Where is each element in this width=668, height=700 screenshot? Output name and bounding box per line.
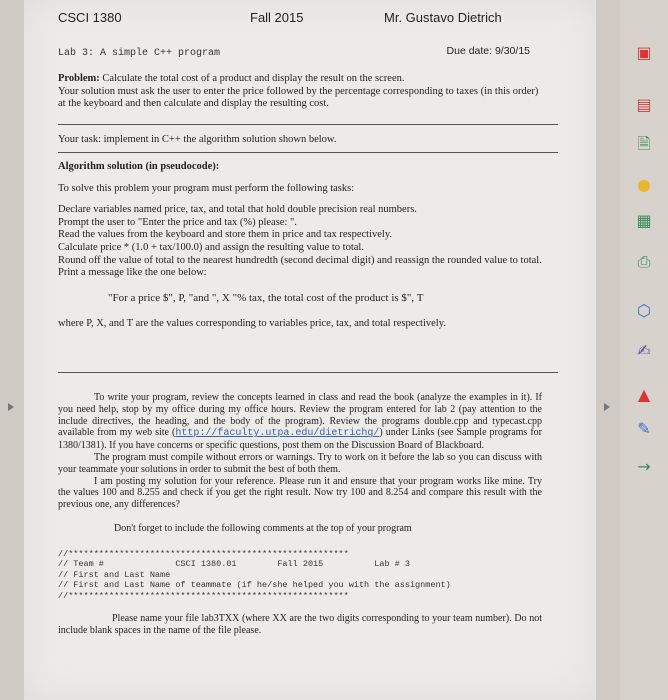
- comments-intro: Don't forget to include the following comments at the top of your program: [114, 522, 412, 534]
- expand-arrow-icon[interactable]: [604, 403, 610, 411]
- shield-icon[interactable]: ⬡: [637, 300, 651, 320]
- problem-line2: Your solution must ask the user to enter the price followed by the percentage corresponding to taxes (in this order) at the keyboard and then calculate and display the resulting cost.: [58, 85, 539, 110]
- due-date: Due date: 9/30/15: [446, 45, 530, 57]
- divider: [58, 372, 558, 373]
- filename-note: Please name your file lab3TXX (where XX are the two digits corresponding to your team number). Do not include blank spaces in the name of the file please.: [58, 613, 542, 637]
- code-line: // Team # CSCI 1380.01 Fall 2015 Lab # 3: [58, 559, 410, 570]
- algorithm-step: Print a message like the one below:: [58, 267, 207, 279]
- code-line: //*******************************************************: [58, 548, 349, 559]
- instructions-p1b: ) under Links (see Sample programs for 1380/1381). If you have concerns or specific questions, post them on the Discussion Board of Blackboard.: [58, 427, 543, 452]
- expand-arrow-icon[interactable]: [8, 403, 14, 411]
- instructions-p3: I am posting my solution for your reference. Please run it and ensure that your program works like mine. Try the values 100 and 8.255 and check if you get the right result. Now try 100 and 8.254 and compare this result with the previous one, any differences?: [58, 475, 542, 511]
- algorithm-step: Calculate price * (1.0 + tax/100.0) and assign the resulting value to total.: [58, 241, 364, 253]
- problem-line1: Calculate the total cost of a product and display the result on the screen.: [102, 73, 405, 84]
- faculty-link[interactable]: http://faculty.utpa.edu/dietrichg/: [175, 428, 380, 440]
- algorithm-intro: To solve this problem your program must perform the following tasks:: [58, 182, 355, 194]
- instructor-label: Mr. Gustavo Dietrich: [384, 10, 502, 25]
- divider: [58, 152, 558, 153]
- code-line: // First and Last Name of teammate (if he/she helped you with the assignment): [58, 580, 451, 591]
- problem-block: [58, 73, 542, 111]
- document-page: [24, 0, 596, 700]
- tool-sidebar: [620, 0, 668, 700]
- document-icon[interactable]: 🗎: [637, 133, 651, 153]
- course-label: CSCI 1380: [58, 10, 122, 25]
- algorithm-step: Prompt the user to "Enter the price and tax (%) please: ".: [58, 216, 297, 228]
- pdf-icon[interactable]: ▲: [637, 384, 651, 404]
- algorithm-block: [58, 161, 542, 331]
- camera-icon[interactable]: ⎙: [637, 252, 651, 271]
- task-block: [58, 134, 542, 147]
- divider: [58, 124, 558, 125]
- where-text: where P, X, and T are the values corresponding to variables price, tax, and total respectively.: [58, 318, 446, 330]
- lab-title: Lab 3: A simple C++ program: [58, 48, 221, 59]
- algorithm-step: Declare variables named price, tax, and total that hold double precision real numbers.: [58, 204, 417, 216]
- code-line: //*******************************************************: [58, 590, 349, 601]
- algorithm-step: Read the values from the keyboard and store them in price and tax respectively.: [58, 229, 393, 241]
- table-icon[interactable]: ▦: [636, 210, 652, 230]
- code-line: // First and Last Name: [58, 569, 171, 580]
- arrow-icon[interactable]: →: [637, 456, 651, 476]
- task-text: Your task: implement in C++ the algorithm solution shown below.: [58, 134, 337, 145]
- instructions-p2: The program must compile without errors or warnings. Try to work on it before the lab so you can discuss with your teammate your solutions in order to submit the best of both them.: [58, 451, 542, 475]
- instructions-p1a: To write your program, review the concepts learned in class and read the book (analyze the examples in it). If you need help, stop by my office during my office hours. Review the program entered for lab 2 (pay attention to the include directives, the heading, and the body of the program). Review the programs double.cpp and typecast.cpp available from my web site (: [58, 392, 542, 439]
- problem-heading: Problem:: [58, 73, 100, 84]
- signature-icon[interactable]: ✍: [637, 340, 651, 360]
- grid-icon[interactable]: ▤: [636, 94, 652, 114]
- chat-icon[interactable]: ●: [637, 174, 651, 194]
- algorithm-step: Round off the value of total to the nearest hundredth (second decimal digit) and reassign the rounded value to total.: [58, 254, 542, 266]
- algorithm-heading: Algorithm solution (in pseudocode):: [58, 161, 220, 172]
- translate-icon[interactable]: ✎: [637, 418, 651, 438]
- output-message: "For a price $", P, "and ", X "% tax, the total cost of the product is $", T: [108, 291, 424, 304]
- term-label: Fall 2015: [250, 10, 304, 25]
- instructions-block: [58, 392, 542, 637]
- app-icon[interactable]: ▣: [636, 42, 652, 62]
